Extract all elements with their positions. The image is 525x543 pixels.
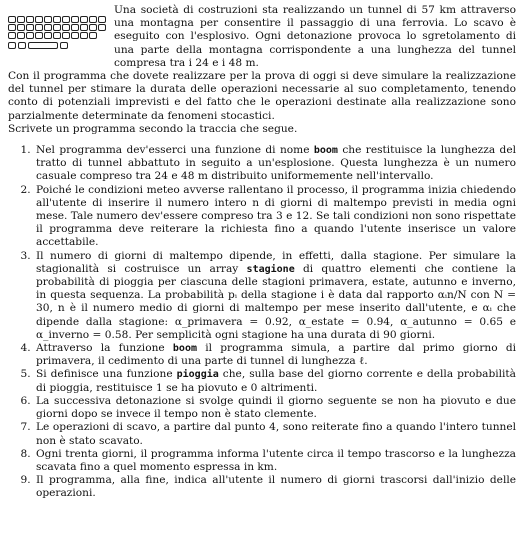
keyboard-key-icon (35, 24, 43, 31)
keyboard-key-icon (62, 16, 70, 23)
keyboard-key-icon (35, 16, 43, 23)
keyboard-key-icon (80, 24, 88, 31)
keyboard-key-icon (80, 32, 88, 39)
keyboard-key-icon (71, 16, 79, 23)
keyboard-illustration-icon (8, 16, 108, 61)
keyboard-key-icon (26, 32, 34, 39)
keyboard-key-icon (17, 32, 25, 39)
list-item: 7. Le operazioni di scavo, a partire dal punto 4, sono reiterate fino a quando l'intero tunnel non è stato scavato. (34, 421, 516, 447)
intro-paragraph-3: Scrivete un programma secondo la traccia che segue. (8, 122, 298, 135)
keyboard-key-icon (89, 32, 97, 39)
keyboard-key-icon (89, 16, 97, 23)
keyboard-key-icon (53, 16, 61, 23)
keyboard-key-icon (8, 42, 16, 49)
intro-section (8, 4, 516, 136)
keyboard-key-icon (98, 24, 106, 31)
keyboard-key-icon (35, 32, 43, 39)
keyboard-key-icon (18, 42, 26, 49)
list-item: 9. Il programma, alla fine, indica all'utente il numero di giorni trascorsi dall'inizio delle operazioni. (34, 474, 516, 500)
list-item: 3. Il numero di giorni di maltempo dipende, in effetti, dalla stagione. Per simulare la stagionalità si costruisce un array stagione di quattro elementi che contiene la probabilità di pioggia per ciascuna delle stagioni primavera, estate, autunno e inverno, in questa sequenza. La probabilità pᵢ della stagione i è data dal rapporto αᵢn/N con N = 30, n è il numero medio di giorni di maltempo per mese inserito dall'utente, e αᵢ che dipende dalla stagione: α_primavera = 0.92, α_estate = 0.94, α_autunno = 0.65 e α_inverno = 0.58. Per semplicità ogni stagione ha una durata di 90 giorni. (34, 250, 516, 342)
keyboard-key-icon (26, 16, 34, 23)
keyboard-key-icon (44, 16, 52, 23)
list-item: 8. Ogni trenta giorni, il programma informa l'utente circa il tempo trascorso e la lunghezza scavata fino a quel momento espressa in km. (34, 448, 516, 474)
keyboard-key-icon (71, 32, 79, 39)
keyboard-key-icon (44, 32, 52, 39)
keyboard-key-icon (80, 16, 88, 23)
keyboard-key-icon (44, 24, 52, 31)
intro-paragraph-1: Una società di costruzioni sta realizzando un tunnel di 57 km attraverso una montagna per consentire il passaggio di una ferrovia. Lo scavo è eseguito con l'esplosivo. Ogni detonazione provoca lo sgretolamento di una parte della montagna corrispondente a una lunghezza del tunnel compresa tra i 24 e i 48 m. (114, 4, 516, 69)
instruction-list (8, 144, 516, 500)
keyboard-key-icon (62, 24, 70, 31)
keyboard-key-icon (62, 32, 70, 39)
list-item: 2. Poiché le condizioni meteo avverse rallentano il processo, il programma inizia chiedendo all'utente di inserire il numero intero n di giorni di maltempo previsti in media ogni mese. Tale numero dev'essere compreso tra 3 e 12. Se tali condizioni non sono rispettate il programma deve reiterare la richiesta fino a quando l'utente inserisce un valore accettabile. (34, 184, 516, 250)
keyboard-key-icon (17, 24, 25, 31)
document-page (8, 4, 516, 501)
keyboard-key-icon (89, 24, 97, 31)
keyboard-key-icon (8, 24, 16, 31)
keyboard-key-icon (8, 16, 16, 23)
keyboard-key-icon (53, 32, 61, 39)
list-item: 5. Si definisce una funzione pioggia che, sulla base del giorno corrente e della probabilità di pioggia, restituisce 1 se ha piovuto e 0 altrimenti. (34, 368, 516, 394)
keyboard-key-icon (98, 16, 106, 23)
keyboard-key-icon (71, 24, 79, 31)
keyboard-key-icon (26, 24, 34, 31)
keyboard-key-icon (8, 32, 16, 39)
keyboard-key-icon (60, 42, 68, 49)
keyboard-key-icon (28, 42, 58, 49)
keyboard-key-icon (17, 16, 25, 23)
list-item: 6. La successiva detonazione si svolge quindi il giorno seguente se non ha piovuto e due giorni dopo se invece il tempo non è stato clemente. (34, 395, 516, 421)
list-item: 4. Attraverso la funzione boom il programma simula, a partire dal primo giorno di primavera, il cedimento di una parte di tunnel di lunghezza ℓ. (34, 342, 516, 368)
keyboard-key-icon (53, 24, 61, 31)
list-item: 1. Nel programma dev'esserci una funzione di nome boom che restituisce la lunghezza del tratto di tunnel abbattuto in seguito a un'esplosione. Questa lunghezza è un numero casuale compreso tra 24 e 48 m distribuito uniformemente nell'intervallo. (34, 144, 516, 184)
intro-paragraph-2: Con il programma che dovete realizzare per la prova di oggi si deve simulare la realizzazione del tunnel per stimare la durata delle operazioni necessarie al suo completamento, tenendo conto di potenziali imprevisti e del fatto che le operazioni destinate alla realizzazione sono parzialmente determinate da fenomeni stocastici. (8, 70, 516, 122)
